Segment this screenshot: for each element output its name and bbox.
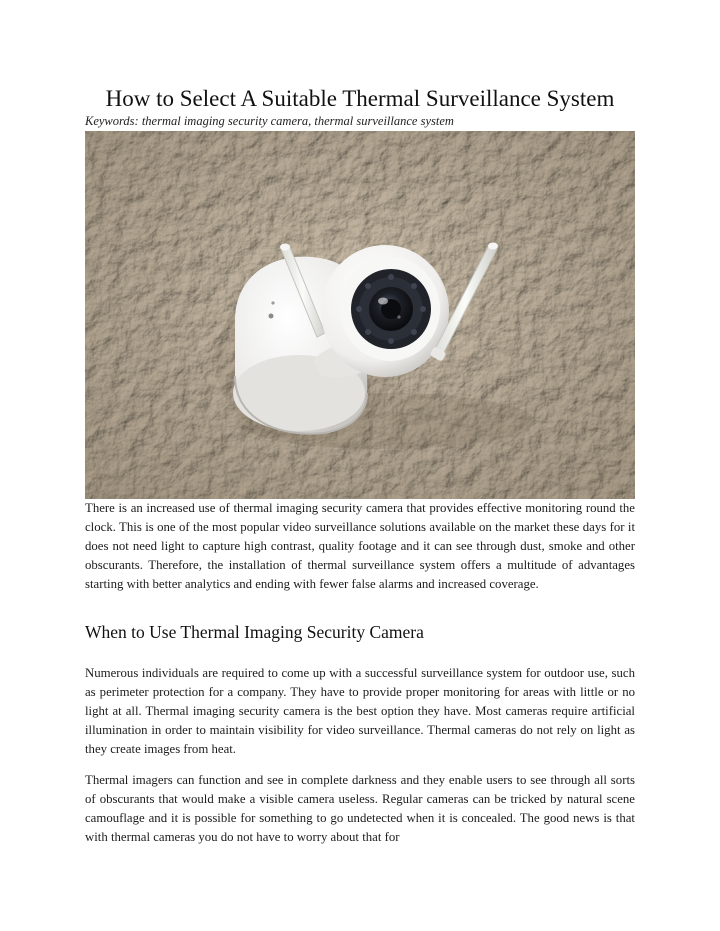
camera-photo-illustration (85, 131, 635, 499)
camera-head (321, 245, 449, 377)
body-paragraph-1: Numerous individuals are required to come up with a successful surveillance system for outdoor use, such as perimeter protection for a company. They have to provide proper monitoring for areas with little or no light at all. Thermal imaging security camera is the best option they have. Most cameras require artificial illumination in order to maintain visibility for video surveillance. Thermal cameras do not rely on light as they create images from heat. (85, 666, 635, 756)
section-heading: When to Use Thermal Imaging Security Camera (85, 622, 424, 642)
intro-paragraph: There is an increased use of thermal imaging security camera that provides effective monitoring round the clock. This is one of the most popular video surveillance solutions available on the market these days for it does not need light to capture high contrast, quality footage and it can see through dust, smoke and other obscurants. Therefore, the installation of thermal surveillance system offers a multitude of advantages starting with better analytics and ending with fewer false alarms and increased coverage. (85, 501, 635, 591)
body-paragraph-2: Thermal imagers can function and see in complete darkness and they enable users to see through all sorts of obscurants that would make a visible camera useless. Regular cameras can be tricked by natural scene camouflage and it is possible for something to go undetected when it is concealed. The good news is that with thermal cameras you do not have to worry about that for (85, 773, 635, 844)
security-camera-photo (85, 131, 635, 499)
keywords-line: Keywords: thermal imaging security camera, thermal surveillance system (85, 114, 454, 128)
page-title: How to Select A Suitable Thermal Surveillance System (105, 86, 615, 111)
